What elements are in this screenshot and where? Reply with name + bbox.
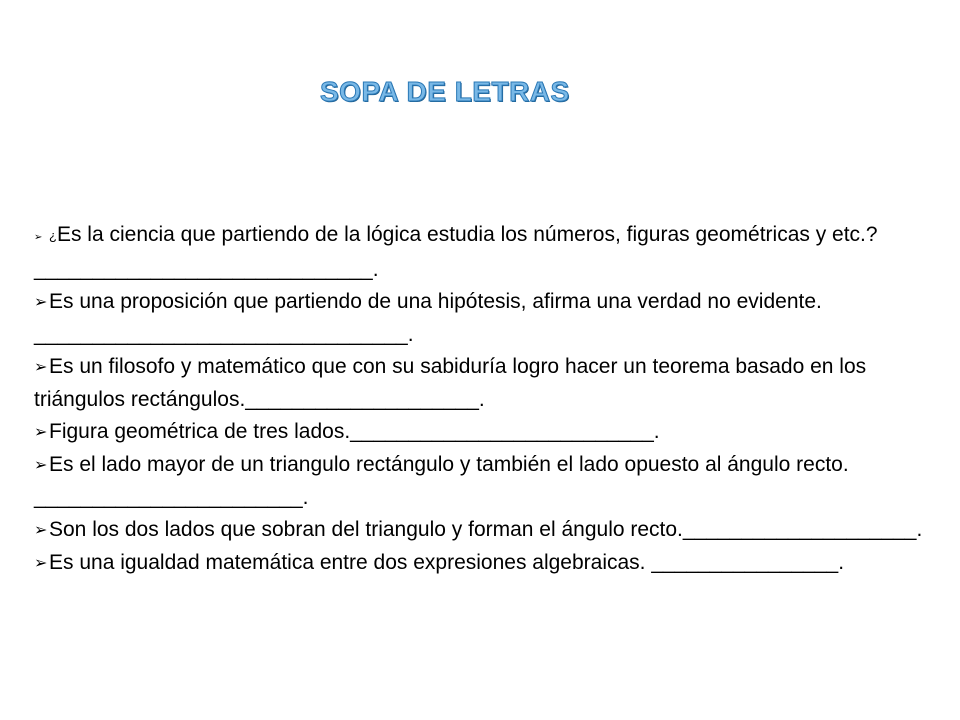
question-list — [34, 219, 944, 580]
question-text: Es un filosofo y matemático que con su sabiduría logro hacer un teorema basado en los triángulos rectángulos.____________________. — [34, 355, 867, 411]
question-text: Es la ciencia que partiendo de la lógica estudia los números, figuras geométricas y etc.?_____________________________. — [34, 223, 878, 281]
arrow-check-bullet-icon: ➢ — [34, 294, 48, 311]
list-item — [34, 547, 944, 580]
list-item — [34, 351, 944, 416]
arrow-check-bullet-icon: ➢ — [34, 522, 48, 539]
question-text: Es una igualdad matemática entre dos expresiones algebraicas. ________________. — [49, 551, 845, 574]
list-item — [34, 219, 944, 286]
arrow-check-bullet-icon: ➢ — [34, 555, 48, 572]
arrow-check-bullet-icon: ➢ — [34, 232, 43, 243]
list-item — [34, 514, 944, 547]
list-item — [34, 416, 944, 449]
question-text: Es el lado mayor de un triangulo rectángulo y también el lado opuesto al ángulo recto. _______________________. — [34, 453, 849, 509]
arrow-check-bullet-icon: ➢ — [34, 359, 48, 376]
arrow-check-bullet-icon: ➢ — [34, 457, 48, 474]
list-item — [34, 286, 944, 351]
question-text: Figura geométrica de tres lados.__________________________. — [49, 420, 660, 443]
question-text: Son los dos lados que sobran del triangulo y forman el ángulo recto.____________________. — [49, 518, 923, 541]
arrow-check-bullet-icon: ➢ — [34, 424, 48, 441]
page-title: SOPA DE LETRAS — [320, 76, 570, 107]
list-item — [34, 449, 944, 514]
question-text: Es una proposición que partiendo de una hipótesis, afirma una verdad no evidente. ________________________________. — [34, 290, 822, 346]
question-prefix: ¿ — [49, 228, 57, 243]
